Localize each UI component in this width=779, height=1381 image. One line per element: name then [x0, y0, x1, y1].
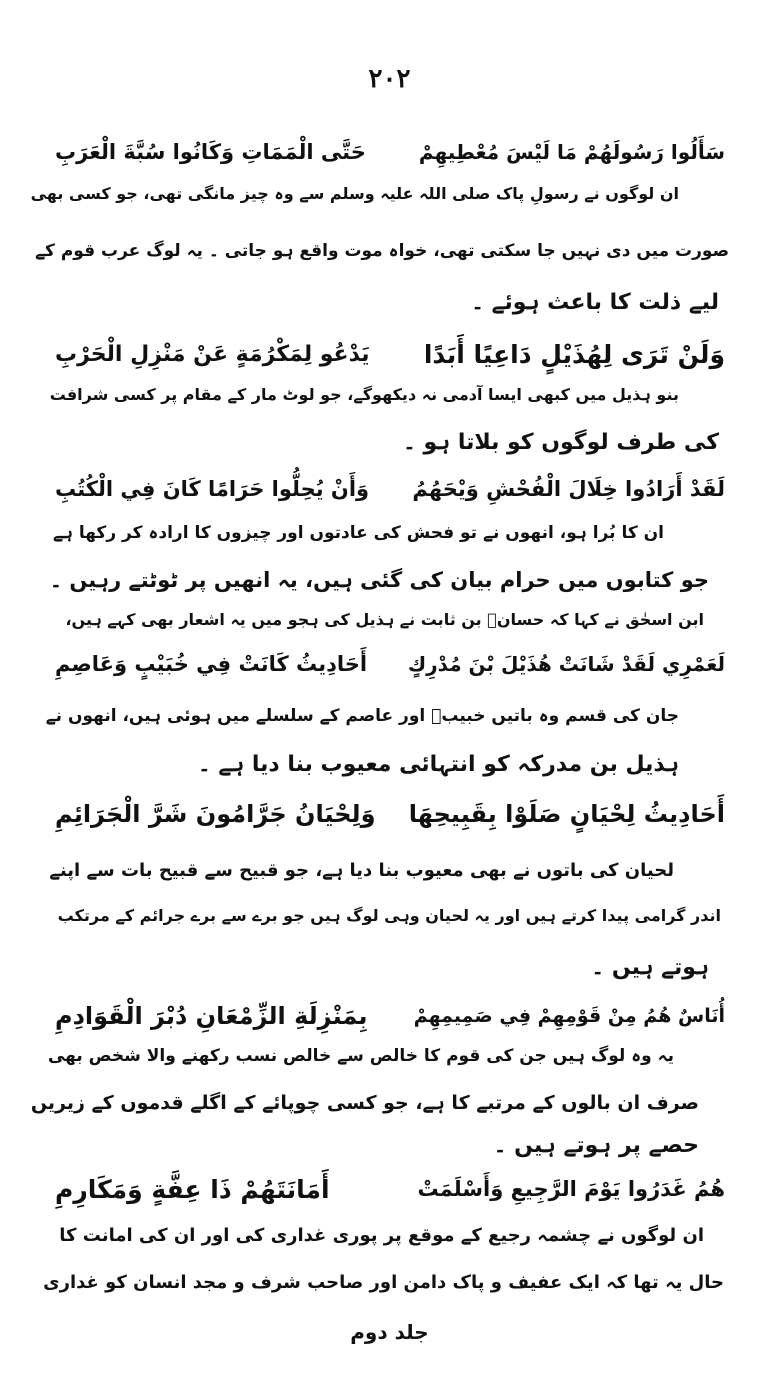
translation-line: یہ وہ لوگ ہیں جن کی قوم کا خالص سے خالص نسب رکھنے والا شخص بھی	[47, 1046, 674, 1066]
translation-line: ہوتے ہیں ۔	[591, 955, 709, 980]
verse-couplet	[55, 992, 725, 1040]
verse-second-hemistich: بِمَنْزِلَةِ الزِّمْعَانِ دُبْرَ الْقَوَادِمِ	[55, 1002, 368, 1030]
volume-footer: جلد دوم	[350, 1320, 429, 1344]
verse-first-hemistich: أُنَاسٌ هُمُ مِنْ قَوْمِهِمْ فِي صَمِيمِهِمْ	[413, 1005, 725, 1027]
translation-line: ابن اسحٰق نے کہا کہ حسانؓ بن ثابت نے ہذیل کی ہجو میں یہ اشعار بھی کہے ہیں،	[65, 610, 704, 629]
verse-first-hemistich: سَأَلُوا رَسُولَهُمْ مَا لَيْسَ مُعْطِيهِمْ	[418, 140, 725, 164]
verse-first-hemistich: وَلَنْ تَرَى لِهُذَيْلٍ دَاعِيًا أَبَدًا	[423, 339, 725, 369]
verse-couplet	[55, 1165, 725, 1213]
translation-line: ان لوگوں نے چشمہ رجیع کے موقع پر پوری غداری کی اور ان کی امانت کا	[59, 1225, 704, 1246]
verse-second-hemistich: وَلِحْيَانُ جَرَّامُونَ شَرَّ الْجَرَائِمِ	[55, 800, 376, 828]
verse-first-hemistich: لَعَمْرِي لَقَدْ شَانَتْ هُذَيْلَ بْنَ مُدْرِكٍ	[407, 652, 725, 676]
verse-second-hemistich: وَأَنْ يُحِلُّوا حَرَامًا كَانَ فِي الْكُتُبِ	[55, 477, 370, 501]
translation-line: صرف ان بالوں کے مرتبے کا ہے، جو کسی چوپائے کے اگلے قدموں کے زیریں	[30, 1092, 699, 1114]
translation-line: صورت میں دی نہیں جا سکتی تھی، خواہ موت واقع ہو جاتی ۔ یہ لوگ عرب قوم کے	[35, 241, 729, 261]
verse-couplet	[55, 640, 725, 688]
translation-line: ہذیل بن مدرکہ کو انتہائی معیوب بنا دیا ہے ۔	[197, 752, 679, 777]
verse-first-hemistich: أَحَادِيثُ لِحْيَانٍ صَلَوْا بِقَبِيحِهَا	[408, 800, 725, 828]
translation-line: اندر گرامی پیدا کرتے ہیں اور یہ لحیان وہی لوگ ہیں جو برے سے برے جرائم کے مرتکب	[57, 906, 721, 925]
verse-second-hemistich: أَمَانَتَهُمْ ذَا عِفَّةٍ وَمَكَارِمِ	[55, 1174, 330, 1204]
translation-line: لیے ذلت کا باعث ہوئے ۔	[471, 290, 719, 315]
translation-line: کی طرف لوگوں کو بلاتا ہو ۔	[402, 430, 719, 455]
translation-line: جان کی قسم وہ باتیں خبیبؓ اور عاصم کے سلسلے میں ہوئی ہیں، انھوں نے	[45, 706, 679, 726]
translation-line: بنو ہذیل میں کبھی ایسا آدمی نہ دیکھوگے، جو لوٹ مار کے مقام پر کسی شرافت	[49, 385, 679, 404]
translation-line: ان لوگوں نے رسولِ پاک صلی اللہ علیہ وسلم سے وہ چیز مانگی تھی، جو کسی بھی	[30, 184, 679, 203]
verse-couplet	[55, 128, 725, 176]
page-number: ۲۰۲	[368, 64, 411, 94]
verse-second-hemistich: أَحَادِيثُ كَانَتْ فِي خُبَيْبٍ وَعَاصِمِ	[55, 652, 368, 676]
verse-first-hemistich: هُمُ غَدَرُوا يَوْمَ الرَّجِيعِ وَأَسْلَمَتْ	[417, 1177, 725, 1201]
verse-couplet	[55, 330, 725, 378]
translation-line: حصے پر ہوتے ہیں ۔	[493, 1133, 699, 1158]
verse-second-hemistich: حَتَّى الْمَمَاتِ وَكَانُوا سُبَّةَ الْعَرَبِ	[55, 140, 366, 164]
translation-line: حال یہ تھا کہ ایک عفیف و پاک دامن اور صاحب شرف و مجد انسان کو غداری	[43, 1272, 724, 1293]
verse-couplet	[55, 465, 725, 513]
verse-couplet	[55, 790, 725, 838]
translation-line: جو کتابوں میں حرام بیان کی گئی ہیں، یہ انھیں پر ٹوٹتے رہیں ۔	[49, 568, 709, 592]
verse-second-hemistich: يَدْعُو لِمَكْرُمَةٍ عَنْ مَنْزِلِ الْحَرْبِ	[55, 341, 370, 367]
translation-line: ان کا بُرا ہو، انھوں نے تو فحش کی عادتوں اور چیزوں کا ارادہ کر رکھا ہے	[52, 523, 664, 543]
verse-first-hemistich: لَقَدْ أَرَادُوا خِلَالَ الْفُحْشِ وَيْحَهُمُ	[412, 477, 725, 501]
translation-line: لحیان کی باتوں نے بھی معیوب بنا دیا ہے، جو قبیح سے قبیح بات سے اپنے	[49, 860, 674, 881]
